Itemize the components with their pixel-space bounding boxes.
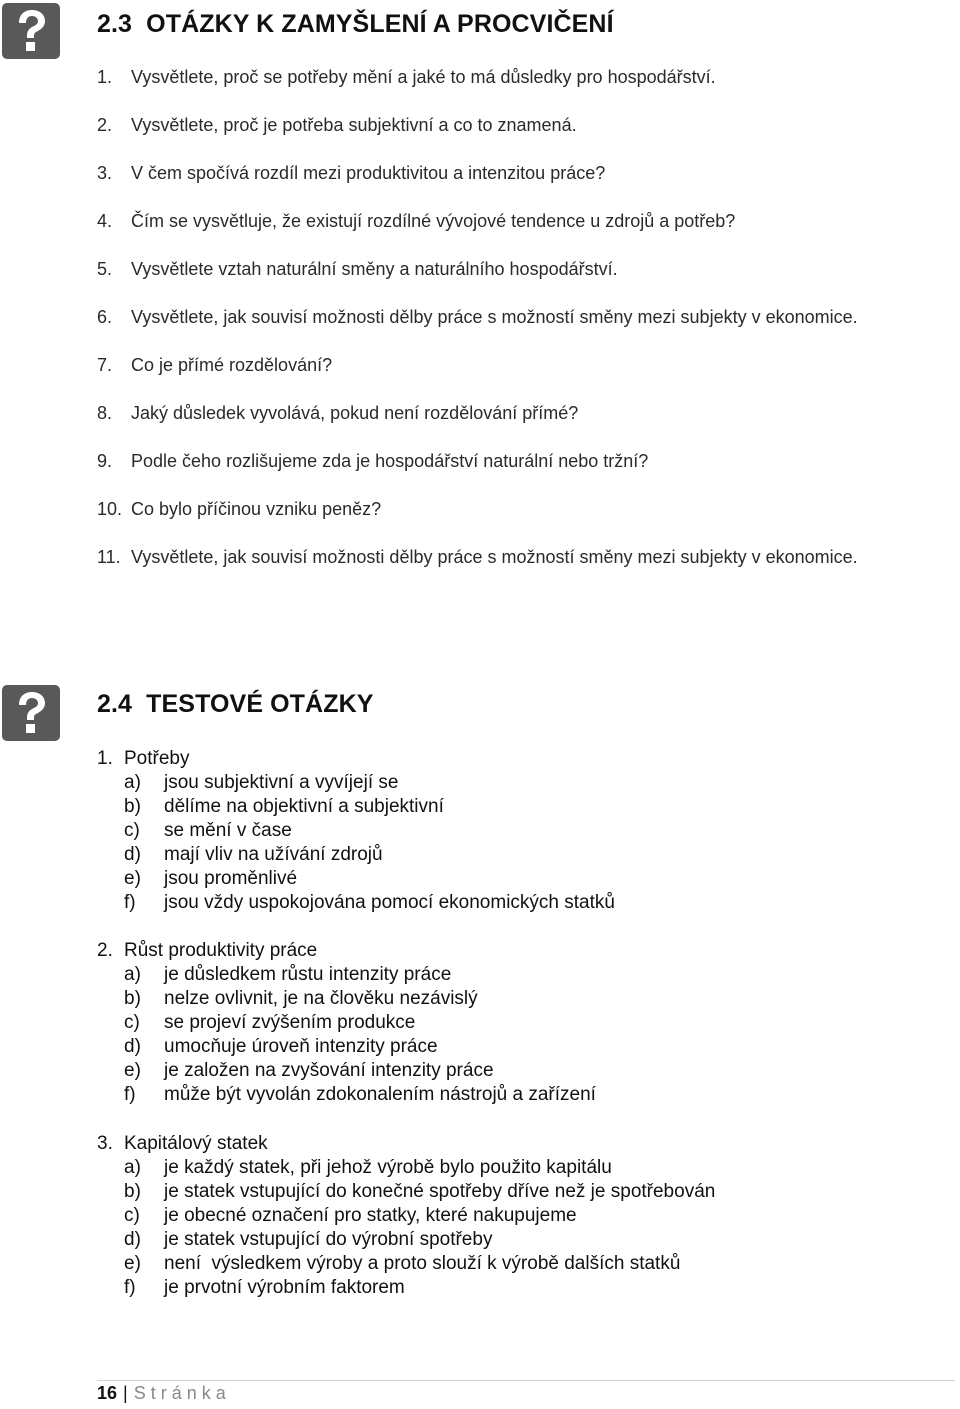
test-question-title bbox=[97, 939, 877, 963]
option-letter: e) bbox=[124, 1253, 141, 1274]
list-item bbox=[97, 497, 897, 521]
list-item bbox=[97, 305, 897, 329]
option-item bbox=[97, 843, 877, 867]
option-letter: b) bbox=[124, 988, 141, 1009]
question-text: Vysvětlete, proč je potřeba subjektivní a co to znamená. bbox=[131, 115, 577, 135]
option-letter: e) bbox=[124, 868, 141, 889]
option-text: je statek vstupující do konečné spotřeby dříve než je spotřebován bbox=[164, 1181, 716, 1202]
question-number: 3. bbox=[97, 163, 113, 183]
option-item bbox=[97, 1083, 877, 1107]
option-list bbox=[97, 963, 877, 1107]
option-letter: c) bbox=[124, 1012, 140, 1033]
list-item bbox=[97, 161, 897, 185]
question-mark-icon bbox=[2, 3, 60, 59]
option-text: mají vliv na užívání zdrojů bbox=[164, 844, 383, 865]
list-item bbox=[97, 65, 897, 89]
test-question-title bbox=[97, 1132, 877, 1156]
option-text: je každý statek, při jehož výrobě bylo použito kapitálu bbox=[164, 1157, 612, 1178]
option-item bbox=[97, 1276, 877, 1300]
question-number: 9. bbox=[97, 451, 113, 471]
footer-separator: | bbox=[123, 1383, 128, 1403]
test-question-1 bbox=[97, 747, 877, 915]
test-question-title bbox=[97, 747, 877, 771]
question-text: Růst produktivity práce bbox=[124, 940, 318, 961]
question-text: Co bylo příčinou vzniku peněz? bbox=[131, 499, 382, 519]
section-number: 2.4 bbox=[97, 690, 133, 718]
question-text: Potřeby bbox=[124, 748, 190, 769]
question-number: 5. bbox=[97, 259, 113, 279]
question-mark-icon bbox=[2, 685, 60, 741]
question-text: V čem spočívá rozdíl mezi produktivitou a intenzitou práce? bbox=[131, 163, 606, 183]
test-question-3 bbox=[97, 1132, 877, 1300]
option-item bbox=[97, 1059, 877, 1083]
option-text: je statek vstupující do výrobní spotřeby bbox=[164, 1229, 493, 1250]
option-item bbox=[97, 1204, 877, 1228]
option-text: jsou proměnlivé bbox=[164, 868, 298, 889]
option-text: se mění v čase bbox=[164, 820, 292, 841]
option-text: není výsledkem výroby a proto slouží k výrobě dalších statků bbox=[164, 1253, 681, 1274]
page-footer bbox=[97, 1383, 231, 1404]
question-number: 7. bbox=[97, 355, 113, 375]
option-text: jsou subjektivní a vyvíjejí se bbox=[164, 772, 399, 793]
option-item bbox=[97, 1011, 877, 1035]
option-text: je obecné označení pro statky, které nakupujeme bbox=[164, 1205, 577, 1226]
list-item bbox=[97, 401, 897, 425]
question-text: Kapitálový statek bbox=[124, 1133, 268, 1154]
section-title: TESTOVÉ OTÁZKY bbox=[146, 690, 374, 718]
option-item bbox=[97, 987, 877, 1011]
option-item bbox=[97, 1156, 877, 1180]
option-letter: b) bbox=[124, 796, 141, 817]
option-text: je důsledkem růstu intenzity práce bbox=[164, 964, 452, 985]
option-text: může být vyvolán zdokonalením nástrojů a zařízení bbox=[164, 1084, 596, 1105]
list-item bbox=[97, 257, 897, 281]
list-item bbox=[97, 209, 897, 233]
question-number: 11. bbox=[97, 547, 121, 567]
question-number: 1. bbox=[97, 67, 113, 87]
question-number: 4. bbox=[97, 211, 113, 231]
question-number: 3. bbox=[97, 1133, 113, 1154]
option-text: je prvotní výrobním faktorem bbox=[164, 1277, 405, 1298]
question-text: Podle čeho rozlišujeme zda je hospodářství naturální nebo tržní? bbox=[131, 451, 649, 471]
option-item bbox=[97, 819, 877, 843]
option-letter: a) bbox=[124, 1157, 141, 1178]
list-item bbox=[97, 449, 897, 473]
question-text: Vysvětlete, jak souvisí možnosti dělby práce s možností směny mezi subjekty v ekonomice. bbox=[131, 307, 858, 327]
question-text: Vysvětlete vztah naturální směny a naturálního hospodářství. bbox=[131, 259, 618, 279]
option-letter: e) bbox=[124, 1060, 141, 1081]
option-text: nelze ovlivnit, je na člověku nezávislý bbox=[164, 988, 478, 1009]
option-letter: b) bbox=[124, 1181, 141, 1202]
option-letter: d) bbox=[124, 1036, 141, 1057]
option-item bbox=[97, 1252, 877, 1276]
question-text: Čím se vysvětluje, že existují rozdílné vývojové tendence u zdrojů a potřeb? bbox=[131, 211, 736, 231]
option-letter: a) bbox=[124, 964, 141, 985]
option-letter: c) bbox=[124, 1205, 140, 1226]
option-item bbox=[97, 1180, 877, 1204]
question-number: 10. bbox=[97, 499, 123, 519]
option-list bbox=[97, 1156, 877, 1300]
option-letter: f) bbox=[124, 1084, 136, 1105]
test-question-2 bbox=[97, 939, 877, 1107]
option-item bbox=[97, 795, 877, 819]
option-letter: a) bbox=[124, 772, 141, 793]
option-letter: d) bbox=[124, 1229, 141, 1250]
option-item bbox=[97, 963, 877, 987]
list-item bbox=[97, 113, 897, 137]
question-number: 6. bbox=[97, 307, 113, 327]
option-letter: c) bbox=[124, 820, 140, 841]
page-number: 16 bbox=[97, 1383, 118, 1403]
question-number: 8. bbox=[97, 403, 113, 423]
option-item bbox=[97, 1228, 877, 1252]
question-number: 1. bbox=[97, 748, 113, 769]
question-number: 2. bbox=[97, 940, 113, 961]
list-item bbox=[97, 545, 897, 569]
reflection-question-list bbox=[97, 65, 897, 593]
option-letter: f) bbox=[124, 1277, 136, 1298]
question-text: Co je přímé rozdělování? bbox=[131, 355, 333, 375]
option-letter: d) bbox=[124, 844, 141, 865]
option-text: se projeví zvýšením produkce bbox=[164, 1012, 416, 1033]
page-label: Stránka bbox=[133, 1383, 231, 1403]
option-letter: f) bbox=[124, 892, 136, 913]
option-text: dělíme na objektivní a subjektivní bbox=[164, 796, 444, 817]
section-heading-2-4 bbox=[97, 690, 374, 719]
option-item bbox=[97, 1035, 877, 1059]
question-text: Vysvětlete, jak souvisí možnosti dělby práce s možností směny mezi subjekty v ekonomice. bbox=[131, 547, 858, 567]
footer-divider bbox=[97, 1380, 955, 1381]
section-heading-2-3 bbox=[97, 10, 614, 39]
question-number: 2. bbox=[97, 115, 113, 135]
option-item bbox=[97, 891, 877, 915]
option-text: umocňuje úroveň intenzity práce bbox=[164, 1036, 438, 1057]
option-list bbox=[97, 771, 877, 915]
section-title: OTÁZKY K ZAMYŠLENÍ A PROCVIČENÍ bbox=[146, 10, 614, 38]
option-text: je založen na zvyšování intenzity práce bbox=[164, 1060, 494, 1081]
list-item bbox=[97, 353, 897, 377]
question-text: Vysvětlete, proč se potřeby mění a jaké to má důsledky pro hospodářství. bbox=[131, 67, 716, 87]
option-text: jsou vždy uspokojována pomocí ekonomických statků bbox=[164, 892, 615, 913]
option-item bbox=[97, 771, 877, 795]
section-number: 2.3 bbox=[97, 10, 133, 38]
option-item bbox=[97, 867, 877, 891]
question-text: Jaký důsledek vyvolává, pokud není rozdělování přímé? bbox=[131, 403, 579, 423]
